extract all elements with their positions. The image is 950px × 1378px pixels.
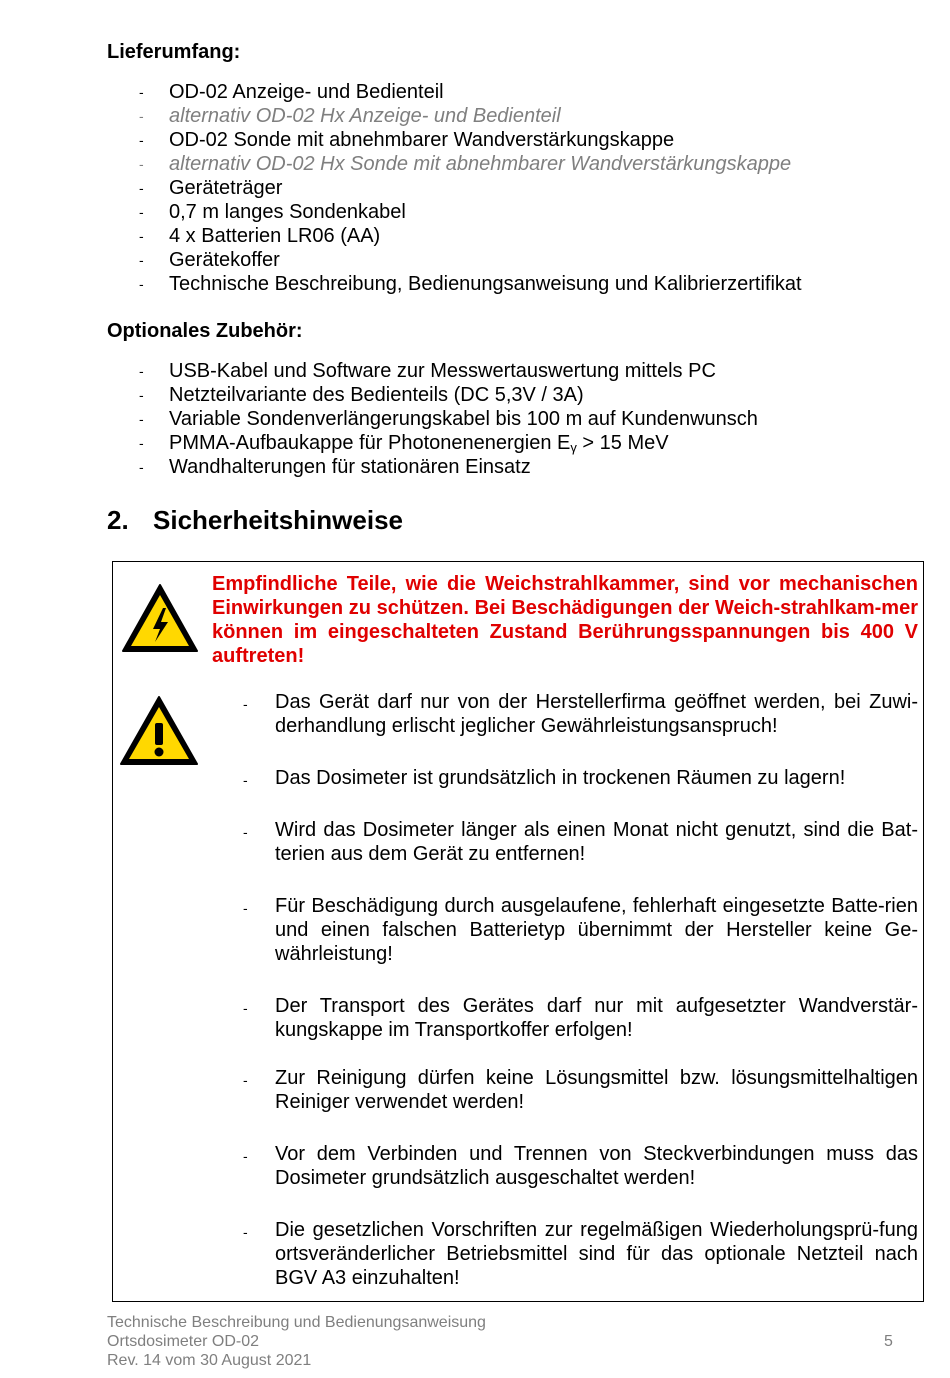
bullet-dash: -	[243, 900, 248, 916]
item-text: OD-02 Sonde mit abnehmbarer Wandverstärkungskappe	[169, 129, 675, 151]
item-text: Geräteträger	[169, 177, 283, 199]
item-text: 0,7 m langes Sondenkabel	[169, 201, 406, 223]
bullet-dash: -	[139, 387, 144, 403]
bullet-dash: -	[139, 252, 144, 268]
item-text: 4 x Batterien LR06 (AA)	[169, 225, 381, 247]
footer-line: Ortsdosimeter OD-02	[107, 1333, 260, 1350]
zubehoer-heading: Optionales Zubehör:	[107, 320, 303, 342]
page-number: 5	[884, 1333, 893, 1350]
item-text: Die gesetzlichen Vorschriften zur regelmäßigen Wiederholungsprü-fung ortsveränderlicher Betriebsmittel sind für das optionale Netzteil nach BGV A3 einzuhalten!	[275, 1219, 918, 1289]
general-warning-icon	[118, 694, 200, 767]
bullet-dash: -	[139, 411, 144, 427]
item-text: Zur Reinigung dürfen keine Lösungsmittel bzw. lösungsmittelhaltigen Reiniger verwendet werden!	[275, 1067, 918, 1113]
bullet-dash: -	[139, 84, 144, 100]
item-text: Wandhalterungen für stationären Einsatz	[169, 456, 531, 478]
item-text: USB-Kabel und Software zur Messwertauswertung mittels PC	[169, 360, 716, 382]
item-text: Vor dem Verbinden und Trennen von Steckverbindungen muss das Dosimeter grundsätzlich ausgeschaltet werden!	[275, 1143, 918, 1189]
bullet-dash: -	[139, 228, 144, 244]
bullet-dash: -	[243, 1072, 248, 1088]
warning-text: Empfindliche Teile, wie die Weichstrahlkammer, sind vor mechanischen Einwirkungen zu schützen. Bei Beschädigungen der Weich-strahlkam-mer können im eingeschalteten Zustand Berührungsspannungen bis 400 V auftreten!	[212, 573, 918, 667]
high-voltage-warning-icon	[120, 582, 200, 654]
bullet-dash: -	[139, 132, 144, 148]
item-text: Gerätekoffer	[169, 249, 280, 271]
item-text: Technische Beschreibung, Bedienungsanweisung und Kalibrierzertifikat	[169, 273, 802, 295]
section-title: Sicherheitshinweise	[153, 505, 403, 535]
item-text: OD-02 Anzeige- und Bedienteil	[169, 81, 444, 103]
pmma-suffix: > 15 MeV	[576, 432, 669, 454]
bullet-dash: -	[243, 824, 248, 840]
pmma-prefix: PMMA-Aufbaukappe für Photonenenergien E	[169, 432, 571, 454]
item-text: alternativ OD-02 Hx Sonde mit abnehmbarer Wandverstärkungskappe	[169, 153, 792, 175]
bullet-dash: -	[243, 1148, 248, 1164]
item-text: Variable Sondenverlängerungskabel bis 100 m auf Kundenwunsch	[169, 408, 758, 430]
gamma-subscript: γ	[570, 440, 577, 455]
lieferumfang-heading: Lieferumfang:	[107, 41, 241, 63]
section-number: 2.	[107, 505, 129, 535]
bullet-dash: -	[139, 204, 144, 220]
page-footer	[107, 1313, 486, 1370]
bullet-dash: -	[243, 772, 248, 788]
bullet-dash: -	[139, 363, 144, 379]
bullet-dash: -	[243, 1224, 248, 1240]
bullet-dash: -	[139, 459, 144, 475]
item-text: Das Dosimeter ist grundsätzlich in trockenen Räumen zu lagern!	[275, 767, 846, 789]
footer-line: Technische Beschreibung und Bedienungsanweisung	[107, 1314, 486, 1331]
item-text: Wird das Dosimeter länger als einen Monat nicht genutzt, sind die Bat-terien aus dem Gerät zu entfernen!	[275, 819, 918, 865]
item-text: Netzteilvariante des Bedienteils (DC 5,3V / 3A)	[169, 384, 584, 406]
bullet-dash: -	[139, 180, 144, 196]
item-text: Der Transport des Gerätes darf nur mit aufgesetzter Wandverstär-kungskappe im Transportkoffer erfolgen!	[275, 995, 918, 1041]
footer-line: Rev. 14 vom 30 August 2021	[107, 1352, 312, 1369]
section-heading	[107, 505, 403, 535]
item-text: alternativ OD-02 Hx Anzeige- und Bedienteil	[169, 105, 561, 127]
bullet-dash: -	[243, 1000, 248, 1016]
item-text: Das Gerät darf nur von der Herstellerfirma geöffnet werden, bei Zuwi-derhandlung erlischt jeglicher Gewährleistungsanspruch!	[275, 691, 918, 737]
item-text: Für Beschädigung durch ausgelaufene, fehlerhaft eingesetzte Batte-rien und einen falschen Batterietyp übernimmt der Hersteller keine Ge-währleistung!	[275, 895, 918, 965]
bullet-dash: -	[139, 156, 144, 172]
bullet-dash: -	[139, 108, 144, 124]
bullet-dash: -	[139, 435, 144, 451]
bullet-dash: -	[243, 696, 248, 712]
bullet-dash: -	[139, 276, 144, 292]
